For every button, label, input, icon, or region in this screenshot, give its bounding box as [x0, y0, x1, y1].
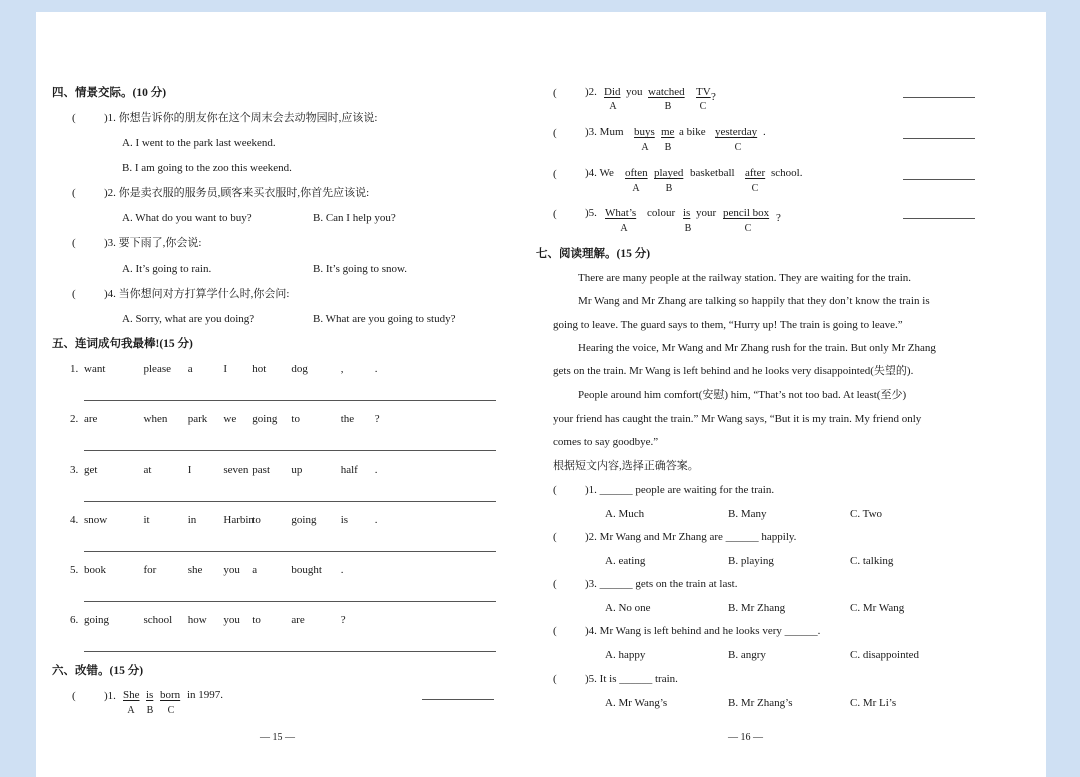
- sentence-number: 4.: [70, 514, 79, 526]
- passage-line: going to leave. The guard says to them, “Hurry up! The train is going to leave.”: [553, 319, 903, 331]
- sec6-q4-word-c: after: [745, 167, 766, 179]
- scrambled-word: is: [340, 514, 349, 526]
- section-4-title: 四、情景交际。(10 分): [52, 87, 167, 99]
- section-7-title: 七、阅读理解。(15 分): [536, 248, 651, 260]
- reading-option-a[interactable]: A. happy: [605, 649, 646, 661]
- answer-paren: (: [553, 484, 557, 496]
- reading-option-b[interactable]: B. angry: [728, 649, 766, 661]
- sec4-q3-option-b[interactable]: B. It’s going to snow.: [313, 263, 408, 275]
- sec6-q4-end: school.: [771, 167, 803, 179]
- answer-paren: (: [553, 625, 557, 637]
- sentence-answer-line[interactable]: [84, 501, 496, 502]
- page-number-left: — 15 —: [260, 732, 295, 743]
- sec6-q5-text2: your: [696, 207, 717, 219]
- reading-instruction: 根据短文内容,选择正确答案。: [553, 460, 699, 472]
- reading-option-b[interactable]: B. Mr Zhang: [728, 602, 786, 614]
- sec4-q4: )4. 当你想问对方打算学什么时,你会问:: [104, 288, 290, 300]
- passage-line: your friend has caught the train.” Mr Wang says, “But it is my train. My friend only: [553, 413, 922, 425]
- scrambled-word: a: [252, 564, 258, 576]
- correction-answer-line[interactable]: [903, 138, 975, 139]
- label-b: B: [146, 705, 154, 716]
- sec6-q1-word-c: born: [160, 689, 181, 701]
- sec4-q4-option-b[interactable]: B. What are you going to study?: [313, 313, 456, 325]
- label-b: B: [665, 183, 673, 194]
- sec4-q3: )3. 要下雨了,你会说:: [104, 237, 202, 249]
- sec6-q4-word-a: often: [625, 167, 648, 179]
- scrambled-word: up: [291, 464, 303, 476]
- scrambled-word: in: [187, 514, 197, 526]
- sec6-q5-word-b: is: [683, 207, 691, 219]
- reading-option-a[interactable]: A. eating: [605, 555, 646, 567]
- reading-option-a[interactable]: A. Mr Wang’s: [605, 697, 668, 709]
- scrambled-word: get: [84, 464, 98, 476]
- scrambled-word: .: [374, 363, 378, 375]
- sentence-number: 5.: [70, 564, 79, 576]
- sec6-q2-num: )2.: [585, 86, 597, 98]
- reading-question: )3. ______ gets on the train at last.: [585, 578, 738, 590]
- passage-line: gets on the train. Mr Wang is left behind and he looks very disappointed(失望的).: [553, 365, 914, 377]
- reading-option-a[interactable]: A. Much: [605, 508, 645, 520]
- sec6-q3-end: .: [763, 126, 766, 138]
- reading-question: )1. ______ people are waiting for the train.: [585, 484, 775, 496]
- passage-line: There are many people at the railway station. They are waiting for the train.: [578, 272, 912, 284]
- sentence-number: 6.: [70, 614, 79, 626]
- sentence-answer-line[interactable]: [84, 601, 496, 602]
- page-number-right: — 16 —: [728, 732, 763, 743]
- label-a: A: [641, 142, 649, 153]
- scrambled-word: going: [84, 614, 110, 626]
- sec4-q1-option-a[interactable]: A. I went to the park last weekend.: [122, 137, 276, 149]
- label-a: A: [620, 223, 628, 234]
- answer-paren: (: [553, 127, 557, 139]
- scrambled-word: it: [143, 514, 150, 526]
- sentence-number: 1.: [70, 363, 79, 375]
- reading-question: )5. It is ______ train.: [585, 673, 678, 685]
- scrambled-word: when: [143, 413, 168, 425]
- reading-option-a[interactable]: A. No one: [605, 602, 651, 614]
- sec6-q4-num: )4. We: [585, 167, 614, 179]
- sec6-q2-text: you: [626, 86, 643, 98]
- reading-option-c[interactable]: C. Mr Li’s: [850, 697, 897, 709]
- reading-option-b[interactable]: B. Mr Zhang’s: [728, 697, 793, 709]
- sec6-q2-end: ?: [711, 91, 716, 103]
- sec6-q5-num: )5.: [585, 207, 597, 219]
- sec6-q3-text: a bike: [679, 126, 706, 138]
- answer-paren: (: [72, 112, 76, 124]
- sec6-q1-num: )1.: [104, 690, 116, 702]
- answer-paren: (: [553, 531, 557, 543]
- sec6-q4-text: basketball: [690, 167, 735, 179]
- passage-line: People around him comfort(安慰) him, “That’s not too bad. At least(至少): [578, 389, 907, 401]
- scrambled-word: please: [143, 363, 171, 375]
- reading-option-c[interactable]: C. talking: [850, 555, 894, 567]
- passage-line: Mr Wang and Mr Zhang are talking so happily that they don’t know the train is: [578, 295, 930, 307]
- answer-paren: (: [72, 690, 76, 702]
- reading-option-b[interactable]: B. playing: [728, 555, 774, 567]
- scrambled-word: .: [340, 564, 344, 576]
- scrambled-word: half: [340, 464, 358, 476]
- scrambled-word: at: [143, 464, 152, 476]
- label-b: B: [664, 142, 672, 153]
- sec4-q1: )1. 你想告诉你的朋友你在这个周末会去动物园时,应该说:: [104, 112, 378, 124]
- correction-answer-line[interactable]: [903, 179, 975, 180]
- scrambled-word: park: [187, 413, 208, 425]
- sec4-q2-option-a[interactable]: A. What do you want to buy?: [122, 212, 252, 224]
- scrambled-word: to: [252, 514, 261, 526]
- section-5-title: 五、连词成句我最棒!(15 分): [52, 338, 193, 350]
- scrambled-word: book: [84, 564, 106, 576]
- sec6-q5-text: colour: [647, 207, 676, 219]
- scrambled-word: hot: [252, 363, 267, 375]
- sentence-answer-line[interactable]: [84, 651, 496, 652]
- label-b: B: [684, 223, 692, 234]
- scrambled-word: ,: [340, 363, 344, 375]
- label-c: C: [699, 101, 707, 112]
- scrambled-word: past: [252, 464, 271, 476]
- scrambled-word: are: [84, 413, 98, 425]
- sec4-q2-option-b[interactable]: B. Can I help you?: [313, 212, 396, 224]
- scrambled-word: school: [143, 614, 173, 626]
- scrambled-word: going: [252, 413, 278, 425]
- answer-paren: (: [553, 168, 557, 180]
- sec6-q2-word-c: TV: [696, 86, 711, 98]
- sec6-q5-word-c: pencil box: [723, 207, 770, 219]
- sentence-answer-line[interactable]: [84, 551, 496, 552]
- sec6-q1-word-b: is: [146, 689, 154, 701]
- answer-paren: (: [553, 87, 557, 99]
- answer-paren: (: [553, 673, 557, 685]
- label-a: A: [609, 101, 617, 112]
- sentence-answer-line[interactable]: [84, 400, 496, 401]
- scrambled-word: dog: [291, 363, 308, 375]
- answer-paren: (: [553, 208, 557, 220]
- scrambled-word: you: [223, 614, 240, 626]
- sentence-number: 2.: [70, 413, 79, 425]
- sec4-q3-option-a[interactable]: A. It’s going to rain.: [122, 263, 212, 275]
- sec4-q1-option-b[interactable]: B. I am going to the zoo this weekend.: [122, 162, 292, 174]
- scrambled-word: a: [187, 363, 193, 375]
- scrambled-word: are: [291, 614, 305, 626]
- sec4-q4-option-a[interactable]: A. Sorry, what are you doing?: [122, 313, 255, 325]
- sec6-q5-word-a: What’s: [605, 207, 637, 219]
- scrambled-word: bought: [291, 564, 322, 576]
- answer-paren: (: [72, 187, 76, 199]
- label-a: A: [127, 705, 135, 716]
- sec6-q3-word-b: me: [661, 126, 675, 138]
- scrambled-word: ?: [374, 413, 380, 425]
- sec6-q3-num: )3. Mum: [585, 126, 624, 138]
- label-c: C: [744, 223, 752, 234]
- scrambled-word: to: [252, 614, 261, 626]
- sec6-q4-word-b: played: [654, 167, 684, 179]
- scrambled-word: I: [187, 464, 192, 476]
- reading-question: )4. Mr Wang is left behind and he looks very ______.: [585, 625, 821, 637]
- scrambled-word: you: [223, 564, 240, 576]
- section-6-title: 六、改错。(15 分): [52, 665, 144, 677]
- sentence-answer-line[interactable]: [84, 450, 496, 451]
- sec6-q3-word-c: yesterday: [715, 126, 758, 138]
- scrambled-word: Harbin: [223, 514, 254, 526]
- correction-answer-line[interactable]: [422, 699, 494, 700]
- scrambled-word: seven: [223, 464, 249, 476]
- label-c: C: [751, 183, 759, 194]
- correction-answer-line[interactable]: [903, 97, 975, 98]
- scrambled-word: want: [84, 363, 106, 375]
- scrambled-word: ?: [340, 614, 346, 626]
- scrambled-word: .: [374, 514, 378, 526]
- scrambled-word: we: [223, 413, 237, 425]
- passage-line: comes to say goodbye.”: [553, 436, 659, 448]
- scrambled-word: how: [187, 614, 207, 626]
- sec6-q2-word-b: watched: [648, 86, 685, 98]
- reading-option-c[interactable]: C. Two: [850, 508, 883, 520]
- answer-paren: (: [72, 237, 76, 249]
- label-c: C: [734, 142, 742, 153]
- sec6-q3-word-a: buys: [634, 126, 655, 138]
- answer-paren: (: [553, 578, 557, 590]
- reading-option-c[interactable]: C. Mr Wang: [850, 602, 905, 614]
- sec6-q1-word-a: She: [123, 689, 140, 701]
- reading-question: )2. Mr Wang and Mr Zhang are ______ happily.: [585, 531, 797, 543]
- scrambled-word: snow: [84, 514, 108, 526]
- scrambled-word: to: [291, 413, 300, 425]
- reading-option-c[interactable]: C. disappointed: [850, 649, 920, 661]
- sec6-q2-word-a: Did: [604, 86, 621, 98]
- sec6-q5-end: ?: [776, 212, 781, 224]
- label-a: A: [632, 183, 640, 194]
- sec4-q2: )2. 你是卖衣服的服务员,顾客来买衣服时,你首先应该说:: [104, 187, 370, 199]
- passage-line: Hearing the voice, Mr Wang and Mr Zhang rush for the train. But only Mr Zhang: [578, 342, 936, 354]
- reading-option-b[interactable]: B. Many: [728, 508, 767, 520]
- sec6-q1-rest: in 1997.: [187, 689, 224, 701]
- scrambled-word: she: [187, 564, 203, 576]
- answer-paren: (: [72, 288, 76, 300]
- scrambled-word: going: [291, 514, 317, 526]
- sentence-number: 3.: [70, 464, 79, 476]
- label-b: B: [664, 101, 672, 112]
- scrambled-word: for: [143, 564, 157, 576]
- label-c: C: [167, 705, 175, 716]
- scrambled-word: the: [340, 413, 355, 425]
- correction-answer-line[interactable]: [903, 218, 975, 219]
- scrambled-word: .: [374, 464, 378, 476]
- scrambled-word: I: [223, 363, 228, 375]
